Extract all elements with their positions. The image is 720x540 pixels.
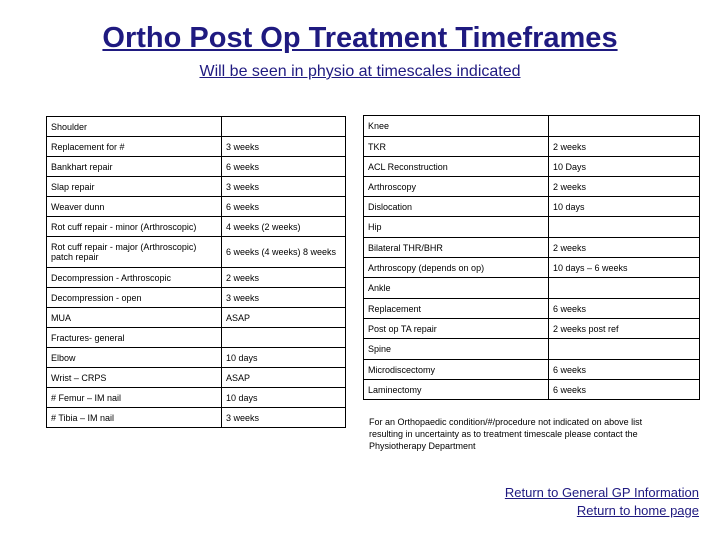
timeframe-cell [222, 328, 346, 348]
section-header: Shoulder [47, 117, 222, 137]
table-row [364, 157, 700, 177]
procedure-cell: Rot cuff repair - minor (Arthroscopic) [47, 217, 222, 237]
table-row [47, 237, 346, 268]
section-header: Knee [364, 116, 549, 137]
table-row [47, 348, 346, 368]
timeframe-cell: 10 Days [549, 157, 700, 177]
timeframe-cell: 2 weeks [549, 177, 700, 197]
table-row [364, 137, 700, 157]
section-header: Spine [364, 339, 549, 360]
table-row [47, 408, 346, 428]
procedure-cell: Decompression - open [47, 288, 222, 308]
timeframe-cell [549, 278, 700, 299]
timeframe-cell: 6 weeks [222, 197, 346, 217]
timeframe-cell: 10 days [549, 197, 700, 217]
procedure-cell: Decompression - Arthroscopic [47, 268, 222, 288]
section-header-row [364, 116, 700, 137]
procedure-cell: Dislocation [364, 197, 549, 217]
timeframe-cell: 6 weeks [549, 360, 700, 380]
timeframe-cell: 2 weeks post ref [549, 319, 700, 339]
table-row [364, 360, 700, 380]
procedure-cell: Slap repair [47, 177, 222, 197]
contact-note: For an Orthopaedic condition/#/procedure not indicated on above list resulting in uncertainty as to treatment timescale please contact the Physiotherapy Department [369, 417, 643, 451]
procedure-cell: Rot cuff repair - major (Arthroscopic) patch repair [47, 237, 222, 268]
timeframe-cell: 6 weeks [222, 157, 346, 177]
timeframe-cell: 2 weeks [222, 268, 346, 288]
table-row [364, 380, 700, 400]
procedure-cell: Replacement [364, 299, 549, 319]
table-row [364, 197, 700, 217]
table-row [364, 299, 700, 319]
timeframe-cell [549, 339, 700, 360]
timeframe-cell: 3 weeks [222, 288, 346, 308]
timeframe-cell: 3 weeks [222, 408, 346, 428]
timeframe-cell: 4 weeks (2 weeks) [222, 217, 346, 237]
timeframe-cell [222, 117, 346, 137]
table-row [364, 238, 700, 258]
table-row [364, 258, 700, 278]
table-row [47, 308, 346, 328]
timeframe-cell: 3 weeks [222, 137, 346, 157]
procedure-cell: Post op TA repair [364, 319, 549, 339]
procedure-cell: MUA [47, 308, 222, 328]
table-row [364, 319, 700, 339]
timeframe-cell: 2 weeks [549, 238, 700, 258]
procedure-cell: Bankhart repair [47, 157, 222, 177]
return-gp-info-link[interactable]: Return to General GP Information [504, 485, 699, 500]
timeframe-cell: ASAP [222, 368, 346, 388]
section-header-row [47, 117, 346, 137]
return-home-link[interactable]: Return to home page [576, 503, 699, 518]
procedure-cell: TKR [364, 137, 549, 157]
timeframe-cell: 6 weeks [549, 299, 700, 319]
section-header: Ankle [364, 278, 549, 299]
timeframe-cell: 10 days – 6 weeks [549, 258, 700, 278]
procedure-cell: Weaver dunn [47, 197, 222, 217]
timeframe-cell: 2 weeks [549, 137, 700, 157]
table-row [47, 388, 346, 408]
procedure-cell: Bilateral THR/BHR [364, 238, 549, 258]
timeframe-cell: 10 days [222, 388, 346, 408]
section-header-row [364, 339, 700, 360]
page-title: Ortho Post Op Treatment Timeframes [102, 22, 618, 54]
procedure-cell: ACL Reconstruction [364, 157, 549, 177]
procedure-cell: # Tibia – IM nail [47, 408, 222, 428]
table-row [47, 288, 346, 308]
timeframe-cell [549, 116, 700, 137]
table-row [47, 368, 346, 388]
timeframe-cell: 6 weeks (4 weeks) 8 weeks [222, 237, 346, 268]
procedure-cell: Microdiscectomy [364, 360, 549, 380]
table-row [364, 177, 700, 197]
procedure-cell: Arthroscopy [364, 177, 549, 197]
timeframe-cell [549, 217, 700, 238]
section-header-row [364, 217, 700, 238]
section-header: Fractures- general [47, 328, 222, 348]
procedure-cell: # Femur – IM nail [47, 388, 222, 408]
table-row [47, 268, 346, 288]
timeframe-cell: ASAP [222, 308, 346, 328]
timeframe-cell: 10 days [222, 348, 346, 368]
procedure-cell: Wrist – CRPS [47, 368, 222, 388]
procedure-cell: Elbow [47, 348, 222, 368]
table-row [47, 137, 346, 157]
left-timeframe-table [46, 116, 346, 428]
table-row [47, 197, 346, 217]
table-row [47, 177, 346, 197]
procedure-cell: Laminectomy [364, 380, 549, 400]
section-header-row [364, 278, 700, 299]
table-row [47, 157, 346, 177]
timeframe-cell: 3 weeks [222, 177, 346, 197]
table-row [47, 217, 346, 237]
procedure-cell: Arthroscopy (depends on op) [364, 258, 549, 278]
timeframe-cell: 6 weeks [549, 380, 700, 400]
section-header-row [47, 328, 346, 348]
section-header: Hip [364, 217, 549, 238]
right-timeframe-table [363, 115, 700, 400]
page-subtitle: Will be seen in physio at timescales indicated [199, 63, 521, 80]
procedure-cell: Replacement for # [47, 137, 222, 157]
